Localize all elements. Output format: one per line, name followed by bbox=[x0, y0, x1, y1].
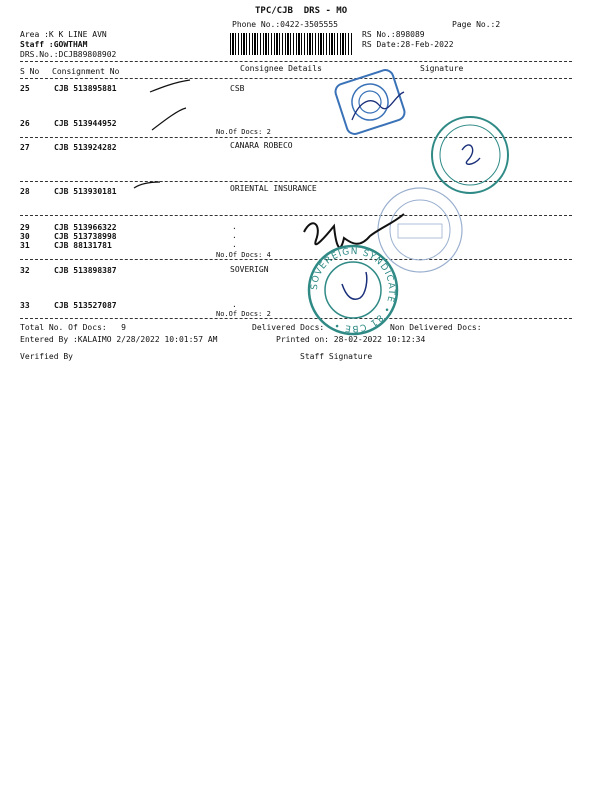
row-consignee: ORIENTAL INSURANCE bbox=[230, 184, 317, 193]
entered-by: Entered By :KALAIMO 2/28/2022 10:01:57 AM bbox=[20, 335, 218, 344]
total-docs: Total No. Of Docs: 9 bbox=[20, 323, 126, 332]
row-sno: 33 bbox=[20, 301, 30, 310]
row-consignment-no: CJB 513738998 bbox=[54, 232, 117, 241]
non-delivered-docs: Non Delivered Docs: bbox=[390, 323, 482, 332]
rs-number: RS No.:898089 bbox=[362, 30, 425, 39]
row-consignment-no: CJB 513944952 bbox=[54, 119, 117, 128]
row-sno: 27 bbox=[20, 143, 30, 152]
area-label: Area :K K LINE AVN bbox=[20, 30, 107, 39]
drs-number: DRS.No.:DCJB89808902 bbox=[20, 50, 117, 59]
ditto-mark: . bbox=[232, 222, 237, 231]
column-signature: Signature bbox=[420, 64, 464, 73]
row-consignment-no: CJB 513924282 bbox=[54, 143, 117, 152]
verified-by: Verified By bbox=[20, 352, 73, 361]
ditto-mark: . bbox=[232, 240, 237, 249]
row-divider bbox=[20, 137, 572, 138]
row-consignment-no: CJB 513898387 bbox=[54, 266, 117, 275]
row-divider bbox=[20, 259, 572, 260]
staff-label: Staff :GOWTHAM bbox=[20, 40, 88, 49]
page-number: Page No.:2 bbox=[452, 20, 501, 29]
delivered-docs: Delivered Docs: bbox=[252, 323, 325, 332]
row-consignment-no: CJB 513527087 bbox=[54, 301, 117, 310]
row-divider bbox=[20, 215, 572, 216]
row-consignment-no: CJB 513966322 bbox=[54, 223, 117, 232]
row-divider bbox=[20, 181, 572, 182]
row-consignment-no: CJB 513930181 bbox=[54, 187, 117, 196]
column-consignment: Consignment No bbox=[52, 67, 120, 76]
row-consignee: CANARA ROBECO bbox=[230, 141, 293, 150]
tick-mark bbox=[150, 80, 190, 92]
barcode bbox=[230, 33, 352, 55]
row-consignment-no: CJB 513895881 bbox=[54, 84, 117, 93]
header-divider bbox=[20, 61, 572, 62]
docs-count: No.Of Docs: 2 bbox=[216, 310, 271, 318]
row-sno: 32 bbox=[20, 266, 30, 275]
tick-mark bbox=[152, 108, 186, 130]
column-sno: S No bbox=[20, 67, 40, 76]
docs-count: No.Of Docs: 2 bbox=[216, 128, 271, 136]
row-sno: 25 bbox=[20, 84, 30, 93]
row-divider bbox=[20, 318, 572, 319]
row-consignee: SOVERIGN bbox=[230, 265, 269, 274]
staff-signature: Staff Signature bbox=[300, 352, 373, 361]
phone-number: Phone No.:0422-3505555 bbox=[232, 20, 338, 29]
printed-on: Printed on: 28-02-2022 10:12:34 bbox=[276, 335, 426, 344]
tick-mark bbox=[134, 182, 160, 188]
drs-title: TPC/CJB DRS - MO bbox=[255, 6, 348, 16]
ditto-mark: . bbox=[232, 231, 237, 240]
row-sno: 26 bbox=[20, 119, 30, 128]
row-sno: 31 bbox=[20, 241, 30, 250]
row-sno: 28 bbox=[20, 187, 30, 196]
row-sno: 29 bbox=[20, 223, 30, 232]
rs-date: RS Date:28-Feb-2022 bbox=[362, 40, 454, 49]
ditto-mark: . bbox=[232, 300, 237, 309]
column-consignee: Consignee Details bbox=[240, 64, 322, 73]
row-consignment-no: CJB 88131781 bbox=[54, 241, 112, 250]
docs-count: No.Of Docs: 4 bbox=[216, 251, 271, 259]
row-sno: 30 bbox=[20, 232, 30, 241]
signature-scribble bbox=[304, 214, 404, 247]
signature-scribble bbox=[352, 92, 404, 120]
columns-divider bbox=[20, 78, 572, 79]
row-consignee: CSB bbox=[230, 84, 245, 93]
stamp-ring-text: SOVEREIGN SYNDICATE • 81 CBE • bbox=[309, 246, 397, 334]
